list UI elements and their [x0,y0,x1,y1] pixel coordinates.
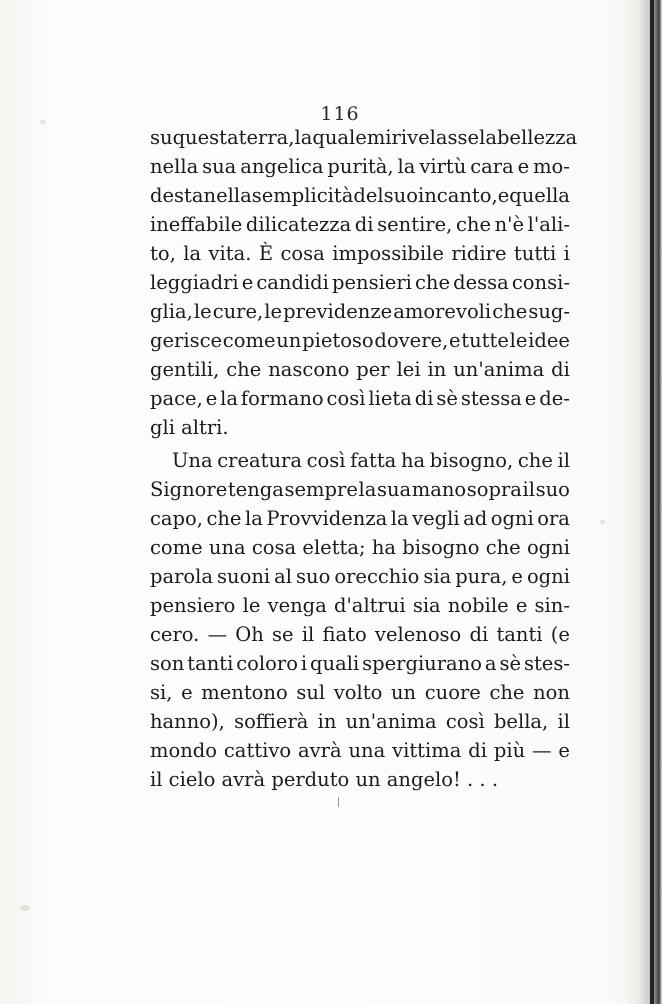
text-line: il cielo avrà perduto un angelo! . . . [150,768,499,791]
word: soffierà [234,710,309,733]
word: i [300,652,308,675]
word: la [294,126,313,149]
word: come [222,329,276,352]
text-line: gli altri. [150,416,229,439]
word: il [557,710,570,733]
text-line [150,446,570,475]
word: sè [436,387,458,410]
text-line [150,355,570,384]
word: candidi [256,271,329,294]
word: ad [463,507,488,530]
word: pietoso [302,329,374,352]
word: di [469,623,489,646]
word: rivelasse [391,126,480,149]
binding-edge [624,0,662,1004]
word: la [358,478,377,501]
word: cosa [251,536,297,559]
word: leggiadri [150,271,239,294]
word: che [226,358,262,381]
word: ogni [526,536,570,559]
body-text [150,123,578,794]
text-line [150,533,570,562]
word: ora [537,507,570,530]
text-line [150,123,578,152]
page-number: 116 [320,103,360,125]
word: in [427,358,447,381]
word: vittima [392,739,462,762]
text-line [150,297,570,326]
text-line [150,475,570,504]
word: bisogno, [429,449,514,472]
word: gerisce [150,329,223,352]
word: purità, [327,155,394,178]
word: creatura [217,449,303,472]
word: pura, [455,565,508,588]
text-line [150,736,570,765]
word: il [522,478,536,501]
word: la [479,126,497,149]
word: stessa [460,387,522,410]
word: Oh [235,623,264,646]
word: tanti [496,623,543,646]
word: sul [296,681,326,704]
word: fatta [350,449,397,472]
word: son [150,652,185,675]
word: l'ali- [527,213,570,236]
word: hanno), [150,710,225,733]
text-line [150,678,570,707]
word: e [517,155,530,178]
word: sia [412,594,441,617]
word: mondo [150,739,218,762]
word: amorevoli [393,300,492,323]
word: vegli [412,507,460,530]
word: le [193,300,212,323]
text-line [150,239,570,268]
word: nella [203,184,252,207]
word: velenoso [374,623,462,646]
word: e [205,387,218,410]
word: venga [267,594,327,617]
word: sentire, [377,213,453,236]
word: impossibile [332,242,444,265]
word: un [276,329,302,352]
word: suo [535,478,570,501]
word: orecchio [334,565,420,588]
word: il [301,623,315,646]
word: — [532,739,552,762]
word: idee [528,329,570,352]
word: questa [172,126,239,149]
word: che [206,507,242,530]
word: suo [383,184,418,207]
word: un [390,681,417,704]
word: nobile [447,594,509,617]
word: glia, [150,300,193,323]
paper-spot [600,520,605,524]
word: e [449,329,461,352]
word: parola [150,565,214,588]
word: cuore [424,681,481,704]
word: pensiero [150,594,236,617]
word: (e [550,623,570,646]
text-line [150,326,570,355]
word: così [445,710,485,733]
word: e [497,184,510,207]
word: cure, [212,300,264,323]
word: si, [150,681,173,704]
word: Provvidenza [266,507,388,530]
word: bella, [493,710,549,733]
word: quali [310,652,360,675]
word: mi [366,126,392,149]
word: non [533,681,570,704]
word: quella [509,184,570,207]
printer-mark [338,797,339,807]
word: una [208,536,246,559]
word: fiato [322,623,367,646]
word: a [484,652,497,675]
word: vita. [208,242,252,265]
word: in [317,710,337,733]
word: to, [150,242,176,265]
word: È [258,242,274,265]
text-line [150,384,570,413]
text-line [150,268,570,297]
word: al [274,565,293,588]
word: angelica [240,155,324,178]
word: de- [539,387,570,410]
word: la [397,155,416,178]
word: sin- [534,594,570,617]
word: ineffabile [150,213,243,236]
word: tanti [187,652,234,675]
word: la [244,507,263,530]
word: ogni [490,507,534,530]
text-line [150,649,570,678]
word: e [241,271,254,294]
word: cattivo [223,739,292,762]
paper-spot [40,120,46,124]
word: lei [396,358,421,381]
word: tutti [513,242,557,265]
word: incanto, [417,184,498,207]
word: ha [371,536,396,559]
text-line [150,620,570,649]
word: pace, [150,387,203,410]
word: ha [400,449,426,472]
paragraph-2 [150,446,570,794]
word: i [563,242,570,265]
word: formano [240,387,324,410]
word: terra, [238,126,295,149]
word: su [150,126,173,149]
word: il [557,449,570,472]
word: cosa [280,242,325,265]
word: di [354,213,374,236]
word: mentono [201,681,288,704]
word: la [390,507,409,530]
word: capo, [150,507,203,530]
word: la [220,387,239,410]
word: un'anima [453,358,545,381]
word: tutte [461,329,509,352]
word: dilicatezza [245,213,352,236]
word: così [326,387,366,410]
word: coloro [236,652,298,675]
word: cara [470,155,514,178]
word: gentili, [150,358,220,381]
text-line [150,152,570,181]
word: e [524,387,537,410]
word: pensieri [331,271,412,294]
word: bisogno [402,536,480,559]
word: la [183,242,202,265]
word: n'è [494,213,525,236]
word: — [207,623,228,646]
text-line [150,210,570,239]
word: sug- [528,300,570,323]
word: di [414,387,434,410]
word: che [415,271,451,294]
word: che [455,213,491,236]
word: volto [333,681,383,704]
word: suo [296,565,331,588]
word: stes- [523,652,570,675]
binding-edge-line [650,0,654,1004]
word: dessa [453,271,509,294]
word: sia [423,565,452,588]
word: un'anima [345,710,437,733]
text-line [150,504,570,533]
word: sopra [466,478,522,501]
word: d'altrui [333,594,406,617]
word: di [551,358,570,381]
word: desta [150,184,204,207]
word: le [509,329,528,352]
word: sua [376,478,412,501]
word: dovere, [374,329,449,352]
word: per [356,358,390,381]
word: e [515,594,528,617]
word: semplicità [251,184,354,207]
word: consi- [511,271,570,294]
word: le [264,300,283,323]
word: così [306,449,346,472]
word: lieta [368,387,412,410]
word: bellezza [496,126,578,149]
paragraph-1 [150,123,578,442]
word: mo- [533,155,570,178]
word: spergiurano [362,652,482,675]
word: Una [172,449,213,472]
paper-spot [20,905,30,911]
word: suoni [217,565,271,588]
word: una [348,739,386,762]
word: virtù [419,155,467,178]
word: ogni [526,565,570,588]
text-line [150,591,570,620]
word: cero. [150,623,200,646]
word: eletta; [302,536,366,559]
word: nella [150,155,199,178]
word: se [272,623,294,646]
word: mano [411,478,467,501]
word: previdenze [283,300,393,323]
text-line [150,181,570,210]
text-line [150,707,570,736]
word: ridire [451,242,507,265]
word: quale [312,126,367,149]
word: che [492,300,528,323]
word: del [353,184,384,207]
word: e [181,681,193,704]
word: Signore [150,478,228,501]
text-line [150,562,570,591]
word: e [511,565,523,588]
word: avrà [297,739,342,762]
word: nascono [268,358,350,381]
word: che [489,681,525,704]
word: le [242,594,261,617]
word: tenga [227,478,284,501]
word: sempre [284,478,358,501]
word: di [468,739,487,762]
word: che [485,536,521,559]
word: come [150,536,203,559]
word: sua [202,155,237,178]
word: più [493,739,526,762]
word: e [558,739,570,762]
word: che [517,449,553,472]
word: sè [499,652,522,675]
